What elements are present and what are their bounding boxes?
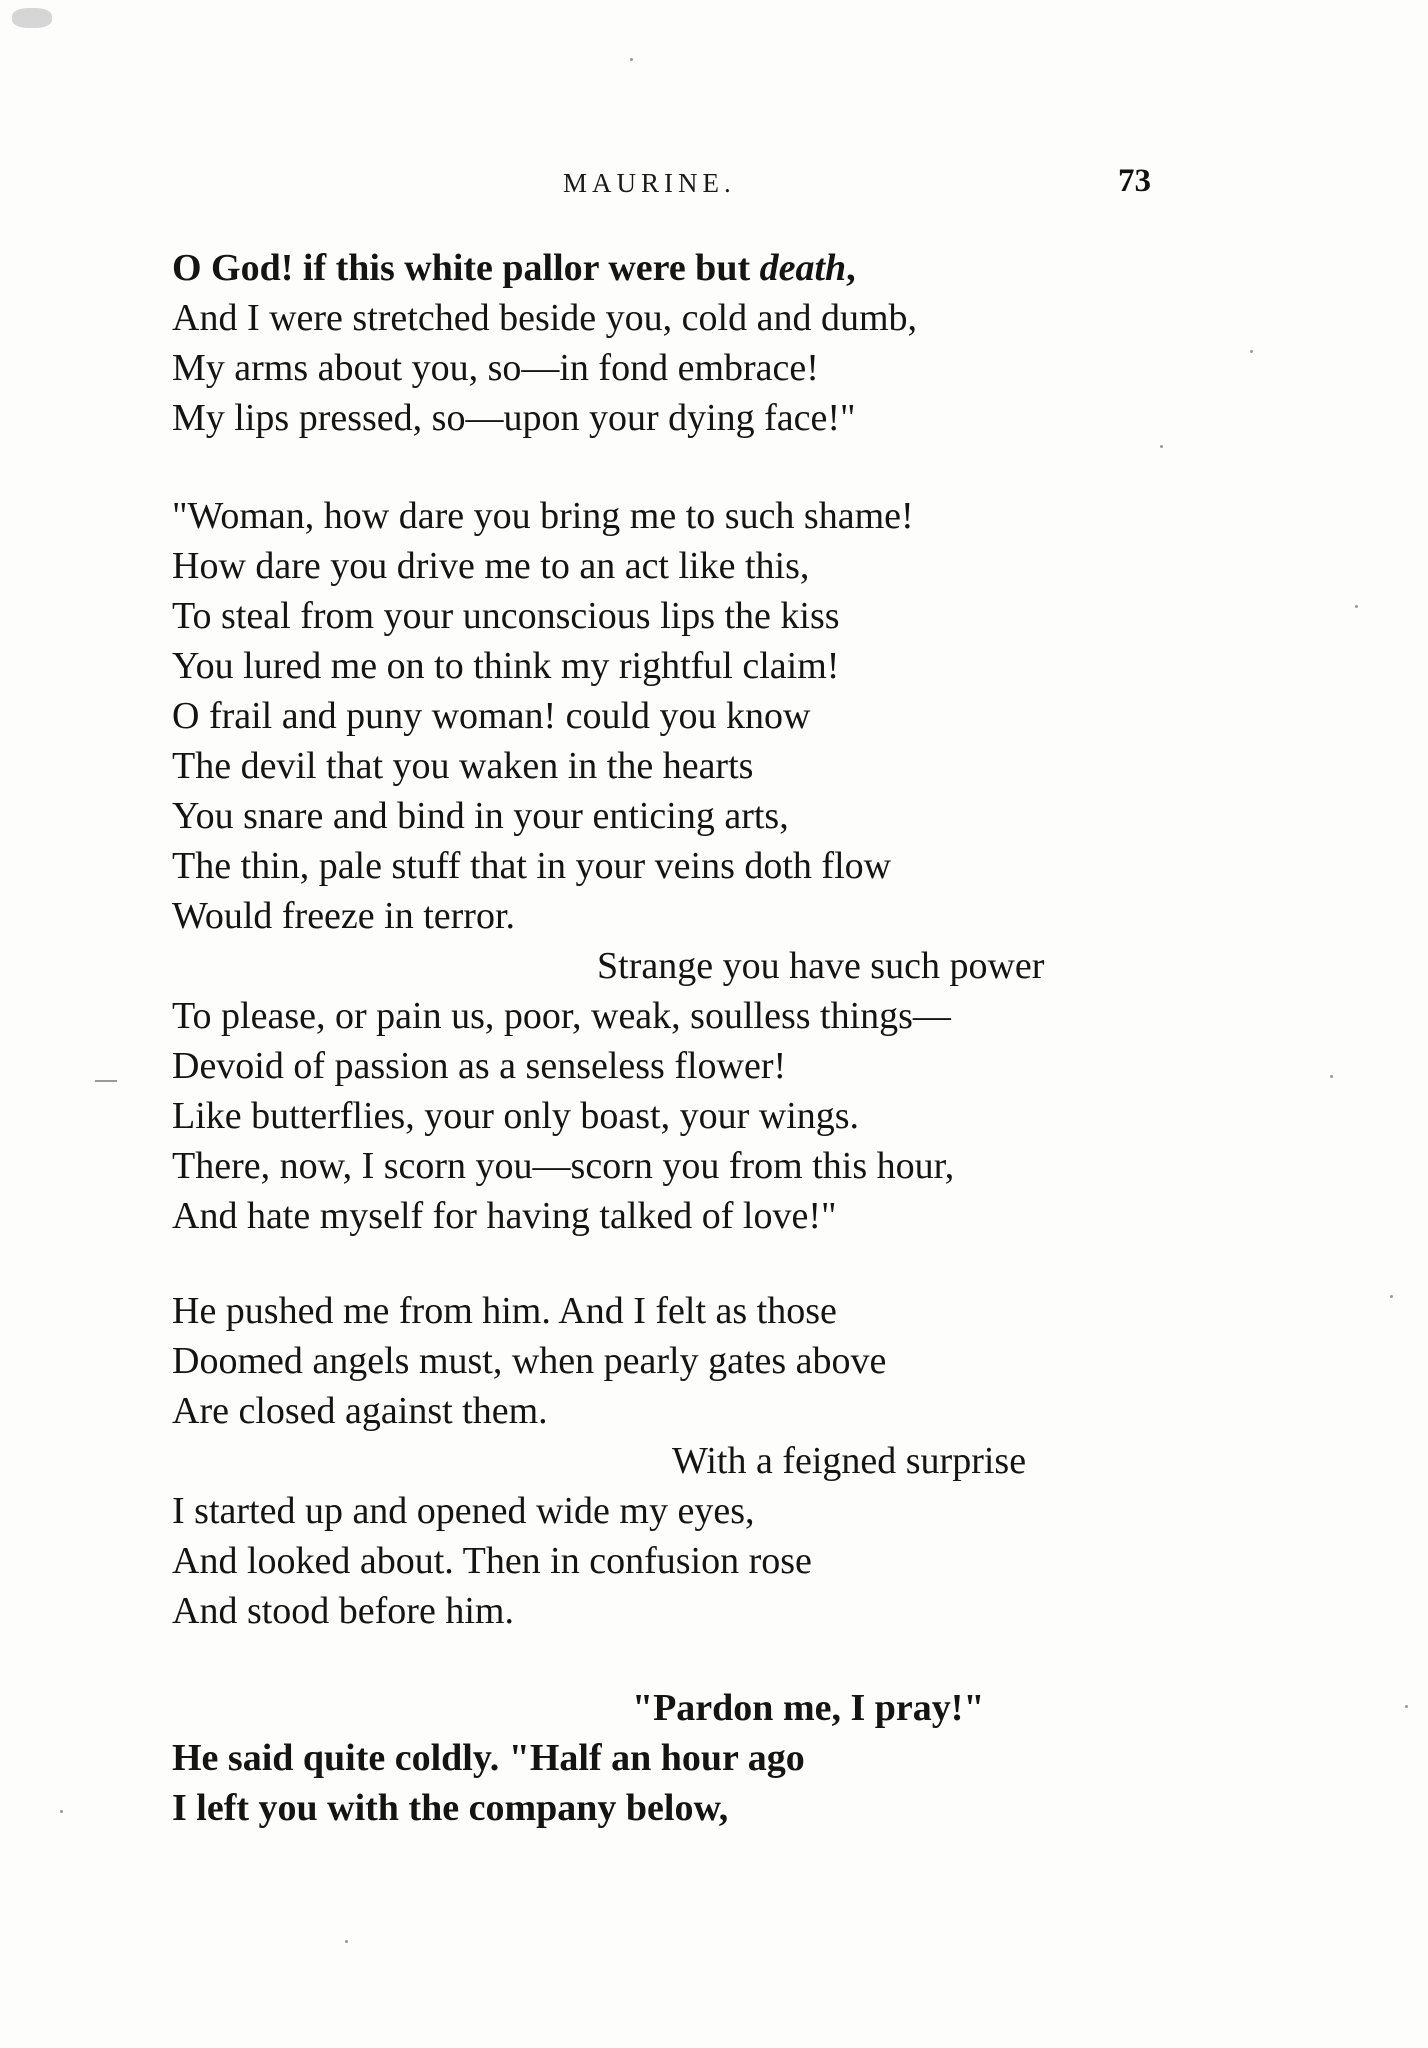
verse-line: I left you with the company below, — [172, 1787, 729, 1829]
verse-line: And stood before him. — [172, 1590, 514, 1632]
verse-line: Are closed against them. — [172, 1390, 548, 1432]
paper-speck — [1390, 1295, 1393, 1298]
verse-line: I started up and opened wide my eyes, — [172, 1490, 755, 1532]
paper-speck — [345, 1940, 348, 1943]
verse-line: And I were stretched beside you, cold and dumb, — [172, 297, 918, 339]
verse-line: O frail and puny woman! could you know — [172, 695, 811, 737]
verse-line: O God! if this white pallor were but death, — [172, 247, 856, 289]
verse-line: You snare and bind in your enticing arts, — [172, 795, 789, 837]
verse-line-indented: With a feigned surprise — [672, 1440, 1027, 1482]
verse-line: He said quite coldly. "Half an hour ago — [172, 1737, 805, 1779]
verse-line: "Woman, how dare you bring me to such shame! — [172, 495, 914, 537]
stanza-2 — [172, 491, 1292, 1241]
verse-line: To steal from your unconscious lips the kiss — [172, 595, 840, 637]
verse-line: To please, or pain us, poor, weak, soulless things— — [172, 995, 951, 1037]
paper-speck — [12, 8, 52, 28]
verse-line: The thin, pale stuff that in your veins doth flow — [172, 845, 892, 887]
stanza-1 — [172, 243, 1292, 443]
verse-line-indented: Strange you have such power — [597, 945, 1045, 987]
stanza-3 — [172, 1286, 1292, 1636]
running-title: MAURINE. — [563, 168, 736, 198]
verse-line: My lips pressed, so—upon your dying face!" — [172, 397, 856, 439]
verse-line: Like butterflies, your only boast, your wings. — [172, 1095, 860, 1137]
verse-line: How dare you drive me to an act like this, — [172, 545, 810, 587]
paper-speck — [1405, 1705, 1408, 1708]
paper-speck — [60, 1810, 63, 1813]
verse-line: And hate myself for having talked of love!" — [172, 1195, 837, 1237]
verse-line: He pushed me from him. And I felt as those — [172, 1290, 837, 1332]
emphasized-word: death — [759, 247, 847, 289]
verse-line: My arms about you, so—in fond embrace! — [172, 347, 819, 389]
verse-line: The devil that you waken in the hearts — [172, 745, 754, 787]
paper-speck — [1355, 605, 1358, 608]
paper-speck — [630, 58, 633, 61]
verse-line: You lured me on to think my rightful claim! — [172, 645, 840, 687]
paper-speck — [1160, 445, 1163, 448]
verse-line: And looked about. Then in confusion rose — [172, 1540, 812, 1582]
verse-line: Doomed angels must, when pearly gates above — [172, 1340, 887, 1382]
verse-line-indented: "Pardon me, I pray!" — [632, 1687, 985, 1729]
verse-line: Would freeze in terror. — [172, 895, 516, 937]
paper-speck — [1250, 350, 1253, 353]
verse-line: There, now, I scorn you—scorn you from this hour, — [172, 1145, 955, 1187]
paper-speck — [1330, 1075, 1333, 1078]
paper-speck — [95, 1080, 117, 1082]
stanza-4 — [172, 1683, 1292, 1833]
verse-line: Devoid of passion as a senseless flower! — [172, 1045, 787, 1087]
page-number: 73 — [1118, 163, 1151, 199]
